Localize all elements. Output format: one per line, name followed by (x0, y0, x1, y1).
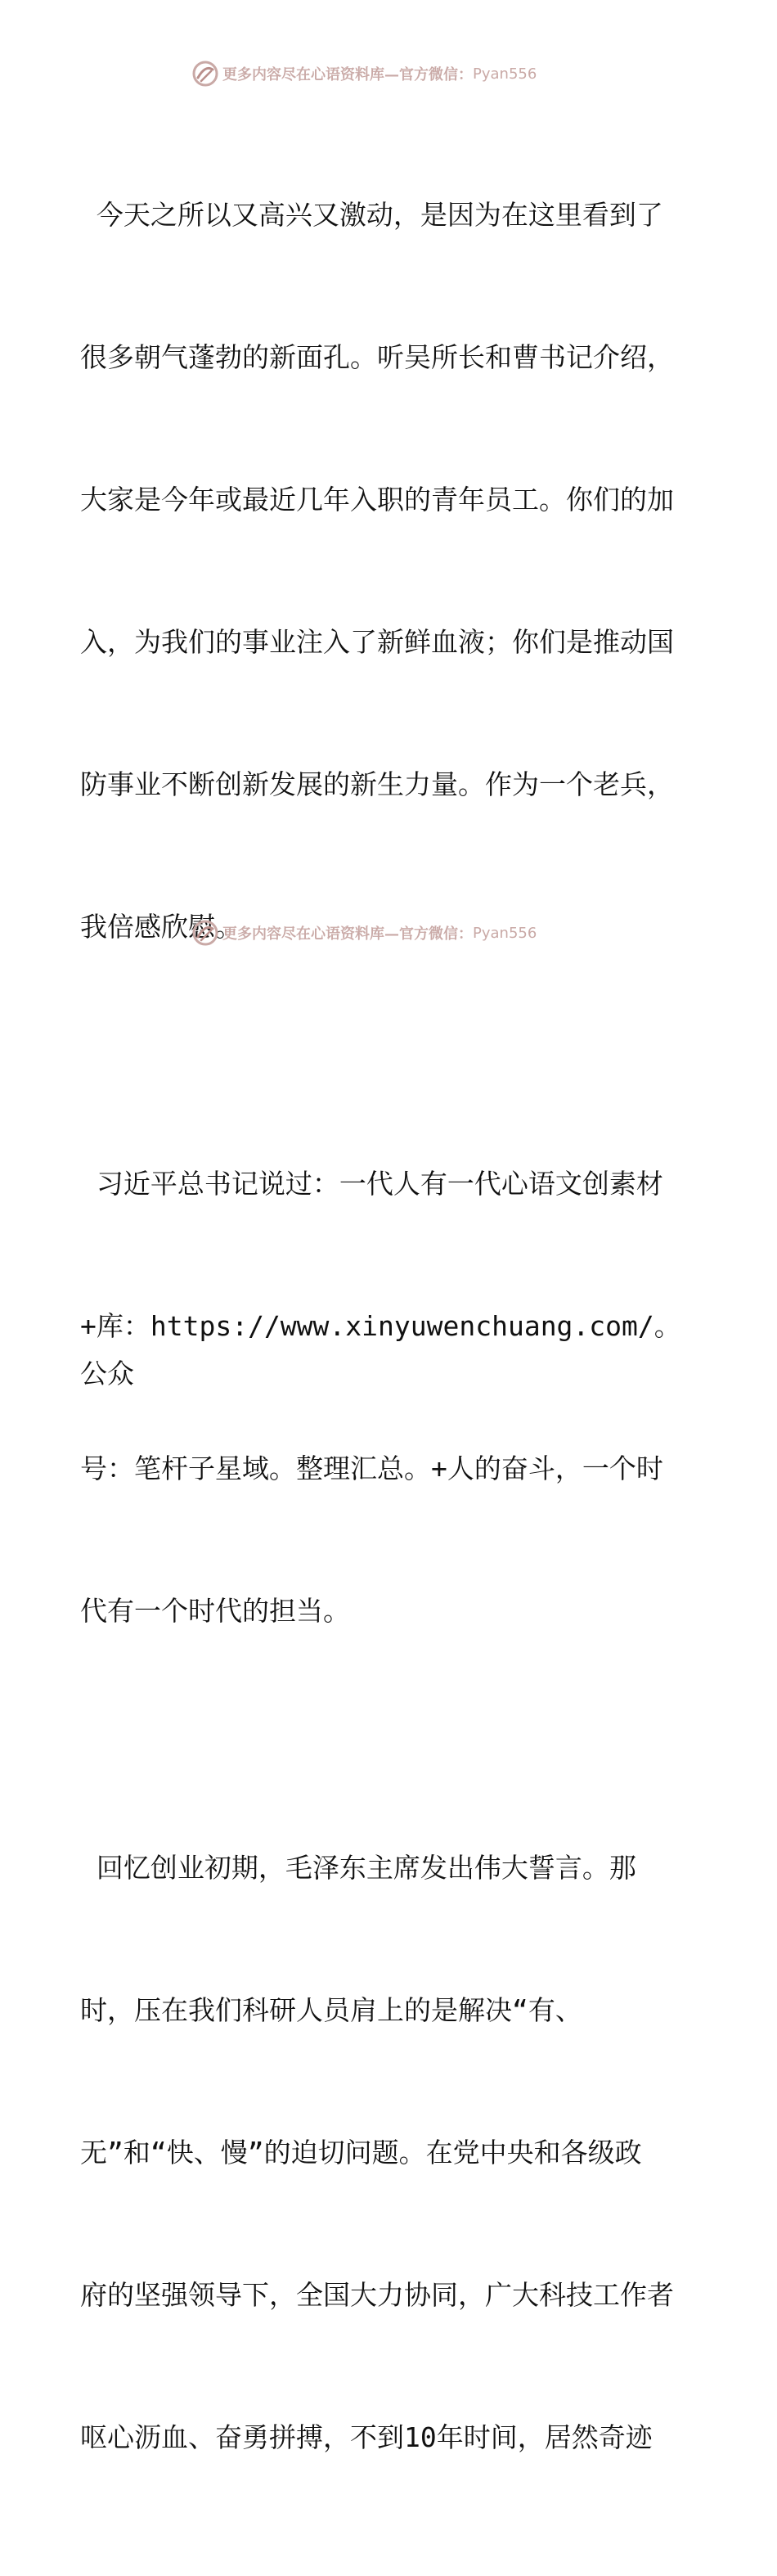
text-line: 今天之所以又高兴又激动，是因为在这里看到了 (80, 199, 663, 231)
paragraph-1 (80, 97, 702, 1046)
text-line: 我倍感欣慰。 (80, 911, 242, 943)
text-line: 回忆创业初期，毛泽东主席发出伟大誓言。那 (80, 1852, 636, 1884)
text-line: 无”和“快、慢”的迫切问题。在党中央和各级政 (80, 2137, 642, 2168)
banner-text: 更多内容尽在心语资料库—官方微信： (222, 66, 473, 83)
paragraph-3 (80, 1750, 702, 2556)
text-line: 号：笔杆子星域。整理汇总。+人的奋斗，一个时 (80, 1452, 663, 1484)
banner-wechat-id: Pyan556 (473, 924, 537, 942)
logo-seal-icon (191, 60, 219, 88)
text-line: 代有一个时代的担当。 (80, 1595, 350, 1627)
text-line: 时，压在我们科研人员肩上的是解决“有、 (80, 1994, 582, 2026)
banner-text: 更多内容尽在心语资料库—官方微信： (222, 925, 473, 943)
text-line: +库：https://www.xinyuwenchuang.com/。公众 (80, 1310, 681, 1389)
paragraph-2 (80, 1065, 702, 1730)
text-line: 呕心沥血、奋勇拼搏，不到10年时间，居然奇迹 (80, 2421, 653, 2453)
page-header-banner (191, 59, 537, 88)
page-footer-banner (191, 918, 537, 948)
logo-seal-icon (191, 919, 219, 947)
text-line: 入，为我们的事业注入了新鲜血液；你们是推动国 (80, 626, 674, 658)
text-line: 防事业不断创新发展的新生力量。作为一个老兵， (80, 768, 674, 800)
text-line: 很多朝气蓬勃的新面孔。听吴所长和曹书记介绍， (80, 341, 674, 373)
document-body (80, 97, 702, 2576)
text-line: 府的坚强领导下，全国大力协同，广大科技工作者 (80, 2279, 674, 2311)
banner-wechat-id: Pyan556 (473, 65, 537, 83)
text-line: 习近平总书记说过：一代人有一代心语文创素材 (80, 1168, 663, 1200)
text-line: 大家是今年或最近几年入职的青年员工。你们的加 (80, 484, 674, 516)
